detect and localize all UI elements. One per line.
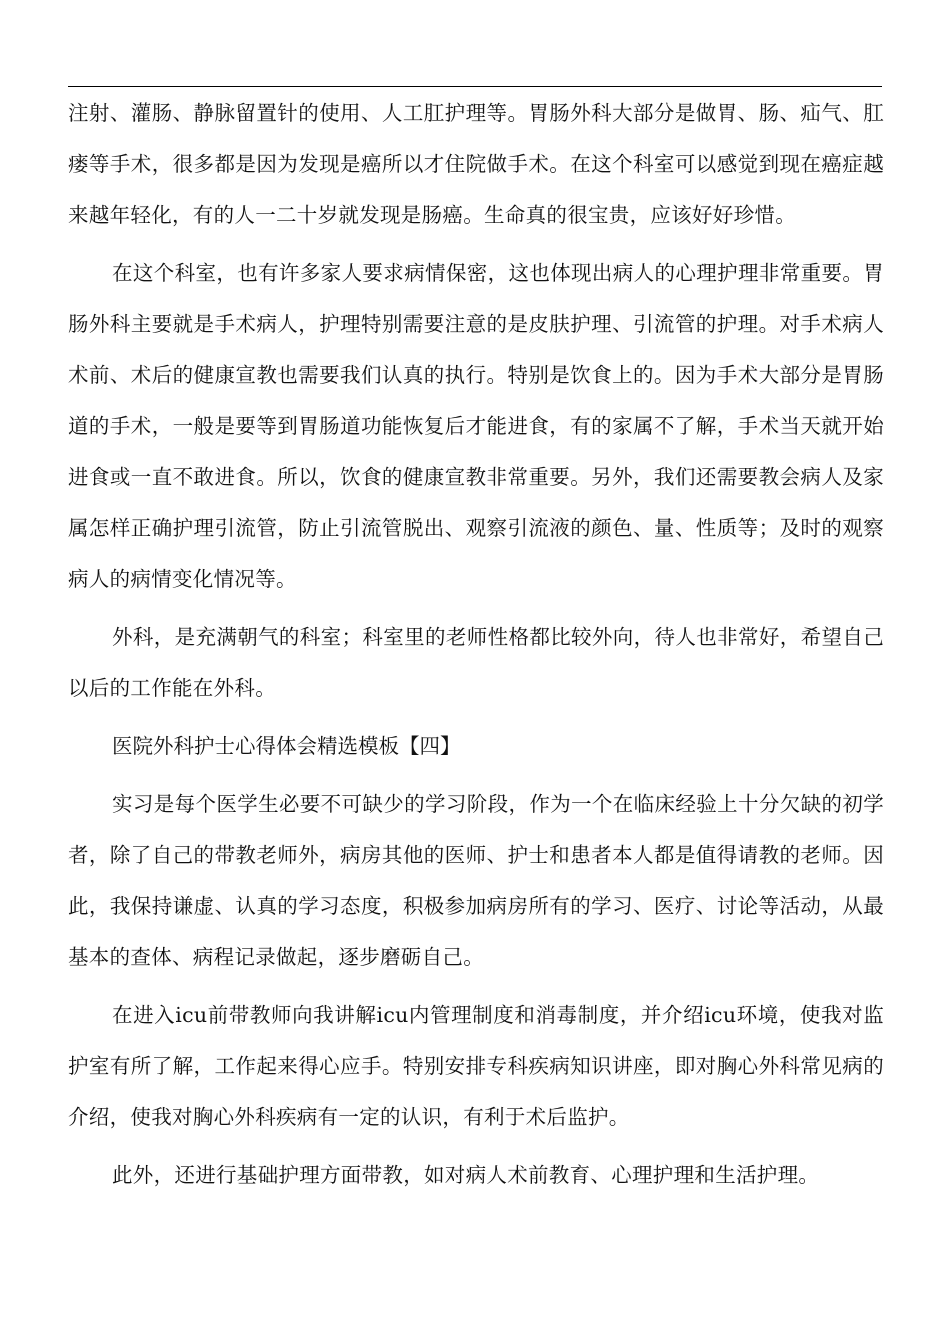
header-rule — [68, 86, 882, 87]
paragraph-confidentiality: 在这个科室，也有许多家人要求病情保密，这也体现出病人的心理护理非常重要。胃肠外科主要就是手术病人，护理特别需要注意的是皮肤护理、引流管的护理。对手术病人术前、术后的健康宣教也需要我们认真的执行。特别是饮食上的。因为手术大部分是胃肠道的手术，一般是要等到胃肠道功能恢复后才能进食，有的家属不了解，手术当天就开始进食或一直不敢进食。所以，饮食的健康宣教非常重要。另外，我们还需要教会病人及家属怎样正确护理引流管，防止引流管脱出、观察引流液的颜色、量、性质等；及时的观察病人的病情变化情况等。 — [68, 261, 884, 591]
paragraph-icu: 在进入icu前带教师向我讲解icu内管理制度和消毒制度，并介绍icu环境，使我对监护室有所了解，工作起来得心应手。特别安排专科疾病知识讲座，即对胸心外科常见病的介绍，使我对胸心外科疾病有一定的认识，有利于术后监护。 — [68, 1003, 884, 1129]
paragraph-basic-nursing: 此外，还进行基础护理方面带教，如对病人术前教育、心理护理和生活护理。 — [112, 1163, 820, 1187]
section-heading: 医院外科护士心得体会精选模板【四】 — [112, 734, 461, 758]
paragraph-internship: 实习是每个医学生必要不可缺少的学习阶段，作为一个在临床经验上十分欠缺的初学者，除了自己的带教老师外，病房其他的医师、护士和患者本人都是值得请教的老师。因此，我保持谦虚、认真的学习态度，积极参加病房所有的学习、医疗、讨论等活动，从最基本的查体、病程记录做起，逐步磨砺自己。 — [68, 792, 884, 969]
paragraph-continuation: 注射、灌肠、静脉留置针的使用、人工肛护理等。胃肠外科大部分是做胃、肠、疝气、肛瘘等手术，很多都是因为发现是癌所以才住院做手术。在这个科室可以感觉到现在癌症越来越年轻化，有的人一二十岁就发现是肠癌。生命真的很宝贵，应该好好珍惜。 — [68, 101, 884, 227]
paragraph-surgery-department: 外科，是充满朝气的科室；科室里的老师性格都比较外向，待人也非常好，希望自己以后的工作能在外科。 — [68, 625, 884, 700]
document-body — [68, 88, 884, 1208]
